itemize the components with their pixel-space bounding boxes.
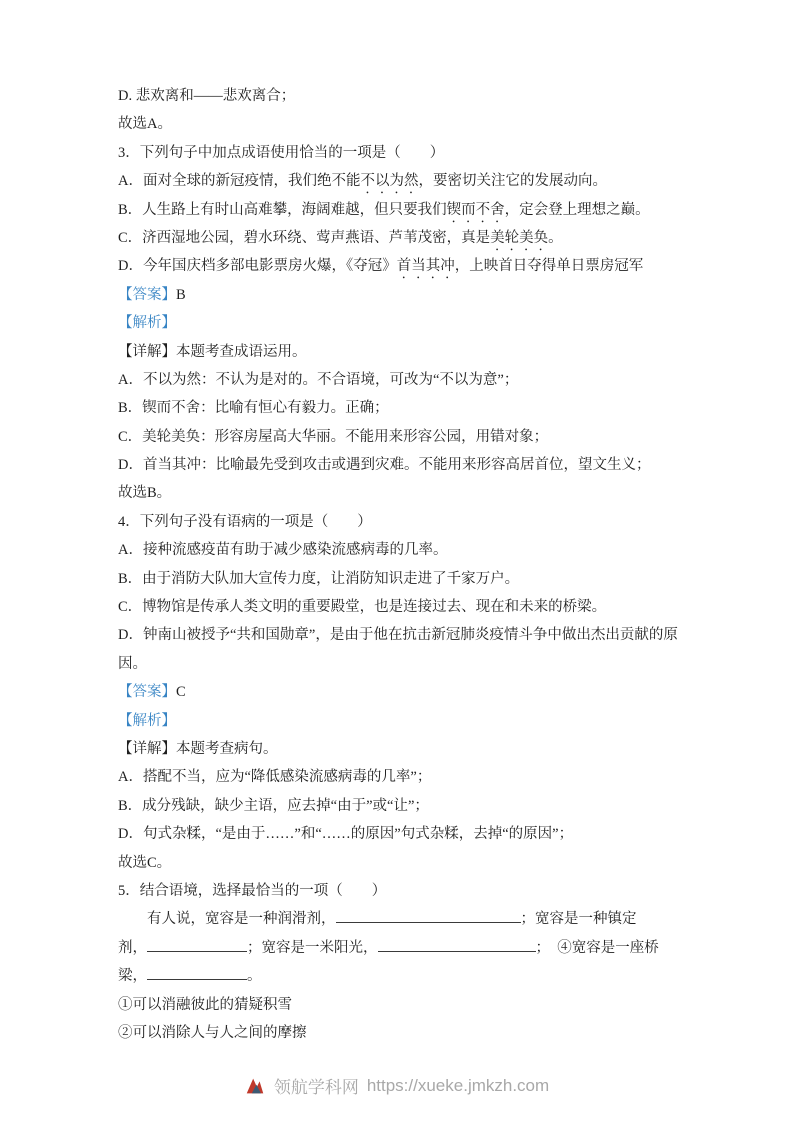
text-segment: C．济西湿地公园，碧水环绕、莺声燕语、芦苇茂密，真是 xyxy=(118,229,491,246)
conclusion-line xyxy=(118,849,693,877)
blank-underline xyxy=(336,910,521,923)
text-segment: 故选C。 xyxy=(118,854,172,871)
text-segment: ； ④宽容是一座桥 xyxy=(535,939,659,956)
text-segment: A．接种流感疫苗有助于减少感染流感病毒的几率。 xyxy=(118,542,448,559)
analysis-q3-b xyxy=(118,394,693,422)
text-segment: 故选B。 xyxy=(118,485,172,502)
question-5-text-1 xyxy=(118,905,693,933)
analysis-q3-a xyxy=(118,366,693,394)
analysis-q4-a xyxy=(118,763,693,791)
question-4-option-c xyxy=(118,593,693,621)
analysis-q3-d xyxy=(118,451,693,479)
explain-line-q4 xyxy=(118,735,693,763)
text-segment: B．成分残缺，缺少主语，应去掉“由于”或“让”； xyxy=(118,797,429,814)
text-segment: 因。 xyxy=(118,655,147,672)
question-3-stem xyxy=(118,139,693,167)
text-segment: ；宽容是一种镇定 xyxy=(520,911,637,928)
text-segment: B．由于消防大队加大宣传力度，让消防知识走进了千家万户。 xyxy=(118,570,520,587)
text-segment: 不以为然 xyxy=(360,173,419,190)
footer-site-name: 领航学科网 xyxy=(273,1078,359,1097)
text-segment: B xyxy=(176,286,186,303)
text-segment: C．美轮美奂：形容房屋高大华丽。不能用来形容公园，用错对象； xyxy=(118,428,549,445)
analysis-line-d xyxy=(118,82,693,110)
text-segment: 【解析】 xyxy=(118,315,176,332)
text-segment: A．搭配不当，应为“降低感染流感病毒的几率”； xyxy=(118,769,432,786)
analysis-q4-b xyxy=(118,792,693,820)
question-5-choice-1 xyxy=(118,991,693,1019)
text-segment: 4．下列句子没有语病的一项是（ ） xyxy=(118,513,372,530)
text-segment: 锲而不舍 xyxy=(446,201,505,218)
conclusion-line xyxy=(118,479,693,507)
question-4-option-d-wrap xyxy=(118,650,693,678)
text-segment: 美轮美奂 xyxy=(490,229,549,246)
answer-line-q3 xyxy=(118,281,693,309)
footer-url: https://xueke.jmkzh.com xyxy=(366,1075,550,1095)
text-segment: ②可以消除人与人之间的摩擦 xyxy=(118,1024,307,1041)
blank-underline xyxy=(378,939,536,952)
text-segment: B．人生路上有时山高难攀，海阔难越，但只要我们 xyxy=(118,201,447,218)
text-segment: 。 xyxy=(548,229,563,246)
analysis-q3-c xyxy=(118,423,693,451)
question-5-text-2 xyxy=(118,934,693,962)
text-segment: B．锲而不舍：比喻有恒心有毅力。正确； xyxy=(118,400,389,417)
text-segment: 剂， xyxy=(118,939,147,956)
text-segment: 3．下列句子中加点成语使用恰当的一项是（ ） xyxy=(118,144,445,161)
text-segment: 梁， xyxy=(118,968,147,985)
question-3-option-d xyxy=(118,252,693,280)
text-segment: 首当其冲 xyxy=(396,258,455,275)
analysis-label-q3 xyxy=(118,309,693,337)
conclusion-line xyxy=(118,110,693,138)
text-segment: 【详解】本题考查成语运用。 xyxy=(118,343,307,360)
question-4-stem xyxy=(118,508,693,536)
text-segment: D．钟南山被授予“共和国勋章”，是由于他在抗击新冠肺炎疫情斗争中做出杰出贡献的原 xyxy=(118,627,678,644)
question-3-option-c xyxy=(118,224,693,252)
blank-underline xyxy=(147,967,247,980)
text-segment: D. 悲欢离和——悲欢离合； xyxy=(118,88,296,104)
question-5-text-3 xyxy=(118,962,693,990)
explain-line-q3 xyxy=(118,338,693,366)
text-segment: 【解析】 xyxy=(118,712,176,729)
footer-watermark xyxy=(0,1073,793,1098)
answer-line-q4 xyxy=(118,678,693,706)
text-segment: A．不以为然：不认为是对的。不合语境，可改为“不以为意”； xyxy=(118,371,519,388)
question-4-option-a xyxy=(118,536,693,564)
text-segment: D．首当其冲：比喻最先受到攻击或遇到灾难。不能用来形容高居首位，望文生义； xyxy=(118,457,651,474)
question-4-option-d xyxy=(118,621,693,649)
question-3-option-b xyxy=(118,196,693,224)
text-segment: 。 xyxy=(247,968,262,985)
question-4-option-b xyxy=(118,565,693,593)
text-segment: C xyxy=(176,684,186,701)
text-segment: 5．结合语境，选择最恰当的一项（ ） xyxy=(118,882,387,899)
blank-underline xyxy=(147,939,247,952)
xueke-logo-icon xyxy=(244,1075,266,1097)
text-segment: A．面对全球的新冠疫情，我们绝不能 xyxy=(118,173,361,190)
question-5-stem xyxy=(118,877,693,905)
text-segment: D．今年国庆档多部电影票房火爆，《夺冠》 xyxy=(118,258,397,275)
text-segment: 故选A。 xyxy=(118,116,172,133)
text-segment: ，定会登上理想之巅。 xyxy=(504,201,650,218)
document-lines xyxy=(118,82,693,1047)
text-segment: D．句式杂糅，“是由于……”和“……的原因”句式杂糅，去掉“的原因”； xyxy=(118,826,574,843)
question-3-option-a xyxy=(118,167,693,195)
question-5-choice-2 xyxy=(118,1019,693,1047)
text-segment: ，上映首日夺得单日票房冠军 xyxy=(454,258,644,275)
text-segment: C．博物馆是传承人类文明的重要殿堂，也是连接过去、现在和未来的桥梁。 xyxy=(118,599,607,616)
text-segment: 【详解】本题考查病句。 xyxy=(118,740,278,757)
text-segment: ，要密切关注它的发展动向。 xyxy=(418,173,607,190)
text-segment: 有人说，宽容是一种润滑剂， xyxy=(118,911,336,928)
text-segment: ；宽容是一米阳光， xyxy=(247,939,378,956)
analysis-label-q4 xyxy=(118,707,693,735)
analysis-q4-d xyxy=(118,820,693,848)
text-segment: 【答案】 xyxy=(118,684,176,701)
text-segment: ①可以消融彼此的猜疑积雪 xyxy=(118,996,292,1013)
text-segment: 【答案】 xyxy=(118,286,176,303)
